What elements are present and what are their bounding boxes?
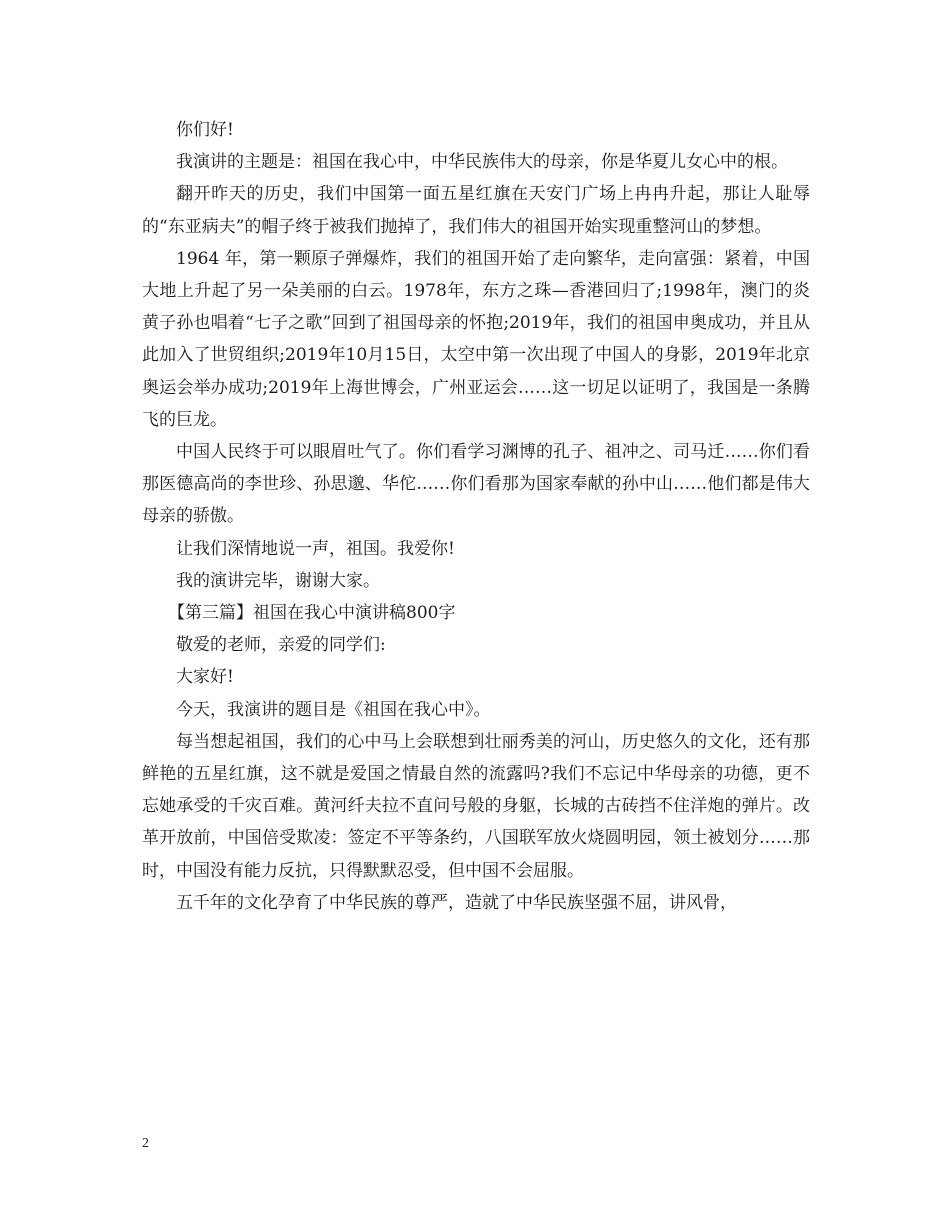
paragraph: 敬爱的老师，亲爱的同学们:: [176, 635, 386, 656]
document-body: [142, 114, 810, 919]
paragraph: 1964 年，第一颗原子弹爆炸，我们的祖国开始了走向繁华，走向富强：紧着，中国大地上升起了另一朵美丽的白云。1978年，东方之珠—香港回归了;1998年，澳门的炎黄子孙也唱着“七子之歌”回到了祖国母亲的怀抱;2019年，我们的祖国申奥成功，并且从此加入了世贸组织;2019年10月15日，太空中第一次出现了中国人的身影，2019年北京奥运会举办成功;2019年上海世博会，广州亚运会……这一切足以证明了，我国是一条腾飞的巨龙。: [142, 248, 810, 430]
paragraph: 今天，我演讲的题目是《祖国在我心中》。: [176, 699, 491, 720]
paragraph: 大家好!: [176, 667, 234, 688]
page-number: 2: [142, 1136, 149, 1151]
section-heading: 【第三篇】祖国在我心中演讲稿800字: [168, 603, 456, 624]
paragraph: 让我们深情地说一声，祖国。我爱你!: [176, 538, 455, 559]
paragraph: 翻开昨天的历史，我们中国第一面五星红旗在天安门广场上冉冉升起，那让人耻辱的“东亚病夫”的帽子终于被我们抛掉了，我们伟大的祖国开始实现重整河山的梦想。: [142, 184, 810, 237]
paragraph: 中国人民终于可以眼眉吐气了。你们看学习渊博的孔子、祖冲之、司马迁……你们看那医德高尚的李世珍、孙思邈、华佗……你们看那为国家奉献的孙中山……他们都是伟大母亲的骄傲。: [142, 442, 810, 527]
paragraph: 你们好!: [176, 120, 234, 140]
paragraph: 我的演讲完毕，谢谢大家。: [176, 570, 380, 591]
paragraph: 我演讲的主题是：祖国在我心中，中华民族伟大的母亲，你是华夏儿女心中的根。: [176, 152, 788, 173]
paragraph: 每当想起祖国，我们的心中马上会联想到壮丽秀美的河山，历史悠久的文化，还有那鲜艳的五星红旗，这不就是爱国之情最自然的流露吗?我们不忘记中华母亲的功德，更不忘她承受的千灾百难。黄河纤夫拉不直问号般的身躯，长城的古砖挡不住洋炮的弹片。改革开放前，中国倍受欺凌：签定不平等条约，八国联军放火烧圆明园，领土被划分……那时，中国没有能力反抗，只得默默忍受，但中国不会屈服。: [142, 731, 810, 881]
paragraph: 五千年的文化孕育了中华民族的尊严，造就了中华民族坚强不屈，讲风骨，: [176, 892, 737, 913]
